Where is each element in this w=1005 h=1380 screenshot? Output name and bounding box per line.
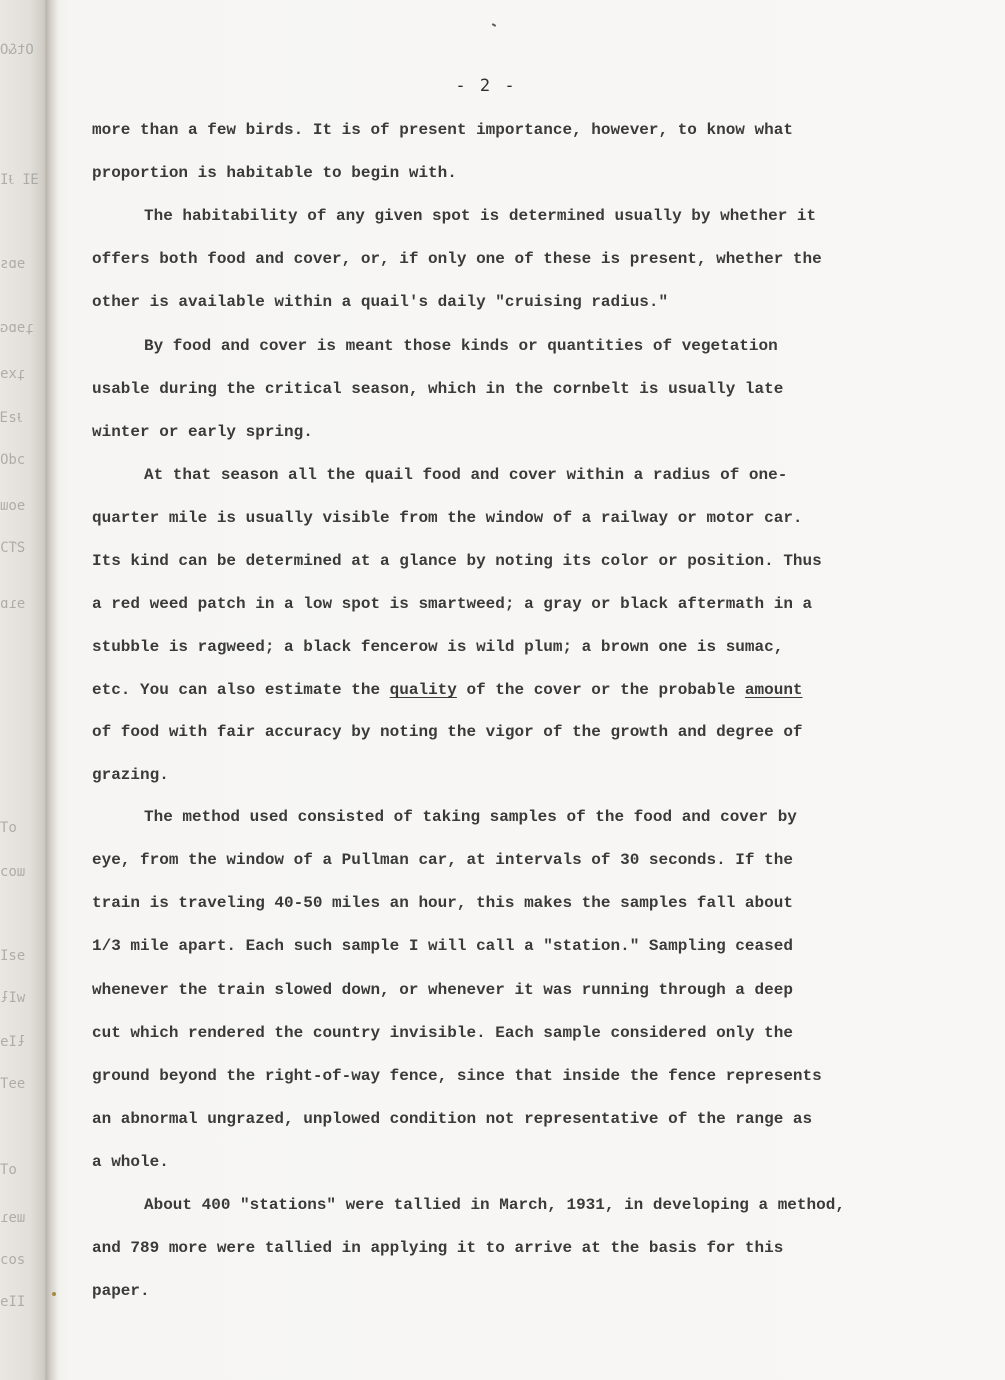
text-line: The method used consisted of taking samples of the food and cover by	[144, 808, 797, 826]
bleed-text: oT	[0, 820, 17, 836]
text-line: of food with fair accuracy by noting the vigor of the growth and degree of	[92, 723, 803, 741]
bleed-text: ɯɘɿ	[0, 1210, 26, 1226]
text-line: offers both food and cover, or, if only one of these is present, whether the	[92, 250, 822, 268]
text-line: other is available within a quail's daily "cruising radius."	[92, 293, 669, 311]
text-line: proportion is habitable to begin with.	[92, 164, 457, 182]
bleed-text: Ot&O	[0, 42, 34, 58]
text-line: grazing.	[92, 766, 169, 784]
text-line: more than a few birds. It is of present importance, however, to know what	[92, 121, 793, 139]
bleed-text: ʇxɘ	[0, 366, 26, 382]
adjacent-page-edge	[0, 0, 46, 1380]
bleed-text: wIƚ	[0, 990, 26, 1006]
page-number: - 2 -	[455, 76, 517, 96]
bleed-text: ƚIɘ	[0, 1034, 26, 1050]
text-line	[92, 680, 803, 700]
text-line: train is traveling 40-50 miles an hour, this makes the samples fall about	[92, 894, 793, 912]
bleed-text: ɘɿɒ	[0, 596, 26, 612]
typed-page	[58, 0, 1005, 1380]
text-line: The habitability of any given spot is determined usually by whether it	[144, 207, 817, 225]
bleed-text: ɘƨI	[0, 948, 26, 964]
text-line: At that season all the quail food and cover within a radius of one-	[144, 466, 788, 484]
text-segment: of the cover or the probable	[456, 681, 745, 699]
text-line: stubble is ragweed; a black fencerow is wild plum; a brown one is sumac,	[92, 638, 784, 656]
bleed-text: ƎI ɈI	[0, 172, 40, 188]
ink-mark	[492, 23, 496, 27]
text-line: a red weed patch in a low spot is smartweed; a gray or black aftermath in a	[92, 595, 813, 613]
text-line: ground beyond the right-of-way fence, since that inside the fence represents	[92, 1067, 822, 1085]
bleed-text: ɘɘT	[0, 1076, 26, 1092]
bleed-text: oT	[0, 1162, 17, 1178]
bleed-text: ɘɒs	[0, 256, 26, 272]
text-line: 1/3 mile apart. Each such sample I will call a "station." Sampling ceased	[92, 937, 793, 955]
book-gutter	[46, 0, 58, 1380]
bleed-text: ɯoɔ	[0, 864, 26, 880]
text-line: cut which rendered the country invisible. Each sample considered only the	[92, 1024, 793, 1042]
bleed-text: ɘoɯ	[0, 498, 26, 514]
paper-speck	[52, 1292, 56, 1296]
bleed-text: ɔdO	[0, 452, 26, 468]
text-line: By food and cover is meant those kinds or quantities of vegetation	[144, 337, 778, 355]
text-line: usable during the critical season, which in the cornbelt is usually late	[92, 380, 784, 398]
bleed-text: ɈƨƎ	[0, 410, 23, 426]
bleed-text: IIɘ	[0, 1294, 26, 1310]
bleed-text: ƧƬƆ	[0, 540, 26, 556]
text-line: About 400 "stations" were tallied in March, 1931, in developing a method,	[144, 1196, 845, 1214]
bleed-text: ʇɘɒɢ	[0, 320, 34, 336]
text-line: Its kind can be determined at a glance by noting its color or position. Thus	[92, 552, 822, 570]
underlined-word: quality	[389, 681, 457, 699]
text-line: quarter mile is usually visible from the window of a railway or motor car.	[92, 509, 803, 527]
text-line: winter or early spring.	[92, 423, 313, 441]
underlined-word: amount	[744, 681, 803, 699]
text-line: eye, from the window of a Pullman car, at intervals of 30 seconds. If the	[92, 851, 793, 869]
text-segment: etc. You can also estimate the	[92, 681, 390, 699]
text-line: whenever the train slowed down, or whenever it was running through a deep	[92, 981, 793, 999]
text-line: paper.	[92, 1282, 150, 1300]
text-line: an abnormal ungrazed, unplowed condition not representative of the range as	[92, 1110, 813, 1128]
text-line: a whole.	[92, 1153, 169, 1171]
text-line: and 789 more were tallied in applying it to arrive at the basis for this	[92, 1239, 784, 1257]
bleed-text: ƨoɔ	[0, 1252, 26, 1268]
